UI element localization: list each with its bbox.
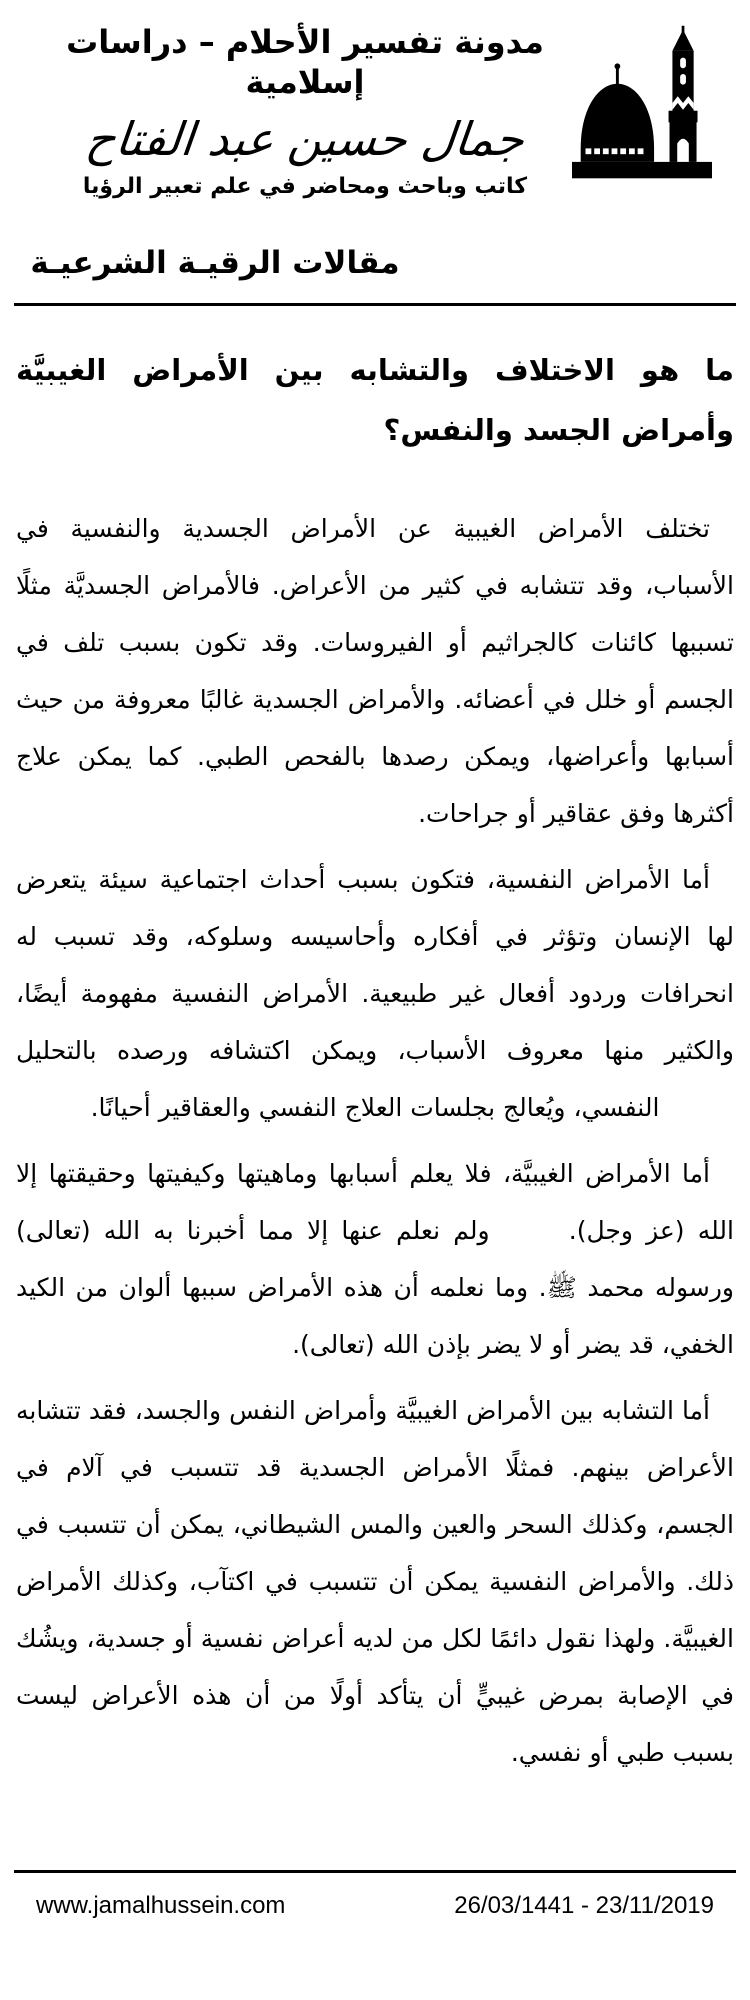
article-paragraph: أما التشابه بين الأمراض الغيبيَّة وأمراض النفس والجسد، فقد تتشابه الأعراض بينهم. فمثلًا الأمراض الجسدية قد تتسبب في آلام في الجسم، وكذلك السحر والعين والمس الشيطاني، يمكن أن تتسبب في ذلك. والأمراض النفسية يمكن أن تتسبب في اكتآب، وكذلك الأمراض الغيبيَّة. ولهذا نقول دائمًا لكل من لديه أعراض نفسية أو جسدية، ويشُك في الإصابة بمرض غيبيٍّ أن يتأكد أولًا من أن هذه الأعراض ليست بسبب طبي أو نفسي. (16, 1396, 734, 1767)
section-title: مقالات الرقيـة الشرعيـة (30, 245, 400, 281)
article-body (16, 500, 734, 1781)
author-signature: جمال حسين عبد الفتاح (83, 112, 527, 166)
footer (36, 1892, 714, 1920)
article-paragraph: تختلف الأمراض الغيبية عن الأمراض الجسدية والنفسية في الأسباب، وقد تتشابه في كثير من الأعراض. فالأمراض الجسديَّة مثلًا تسببها كائنات كالجراثيم أو الفيروسات. وقد تكون بسبب تلف في الجسم أو خلل في أعضائه. والأمراض الجسدية غالبًا معروفة من حيث أسبابها وأعراضها، ويمكن رصدها بالفحص الطبي. كما يمكن علاج أكثرها وفق عقاقير أو جراحات. (16, 514, 734, 828)
blog-title: مدونة تفسير الأحلام – دراسات إسلامية (66, 23, 544, 101)
header (0, 0, 750, 199)
article-heading: ما هو الاختلاف والتشابه بين الأمراض الغيبيَّة وأمراض الجسد والنفس؟ (16, 353, 734, 447)
footer-date: 26/03/1441 - 23/11/2019 (454, 1892, 714, 1919)
bottom-divider (14, 1870, 736, 1873)
website-link[interactable]: www.jamalhussein.com (36, 1892, 286, 1919)
article-paragraph: أما الأمراض الغيبيَّة، فلا يعلم أسبابها وماهيتها وكيفيتها وحقيقتها إلا الله (عز وجل). ولم نعلم عنها إلا مما أخبرنا به الله (تعالى) ورسوله محمد ﷺ. وما نعلمه أن هذه الأمراض سببها ألوان من الكيد الخفي، قد يضر أو لا يضر بإذن الله (تعالى). (16, 1159, 734, 1359)
mosque-icon (572, 24, 712, 182)
author-tagline: كاتب وباحث ومحاضر في علم تعبير الرؤيا (82, 174, 528, 199)
article-paragraph: أما الأمراض النفسية، فتكون بسبب أحداث اجتماعية سيئة يتعرض لها الإنسان وتؤثر في أفكاره وأحاسيسه وسلوكه، وقد تسبب له انحرافات وردود أفعال غير طبيعية. الأمراض النفسية مفهومة أيضًا، والكثير منها معروف الأسباب، ويمكن اكتشافه ورصده بالتحليل النفسي، ويُعالج بجلسات العلاج النفسي والعقاقير أحيانًا. (16, 865, 734, 1122)
top-divider (14, 303, 736, 306)
header-text (12, 18, 572, 199)
